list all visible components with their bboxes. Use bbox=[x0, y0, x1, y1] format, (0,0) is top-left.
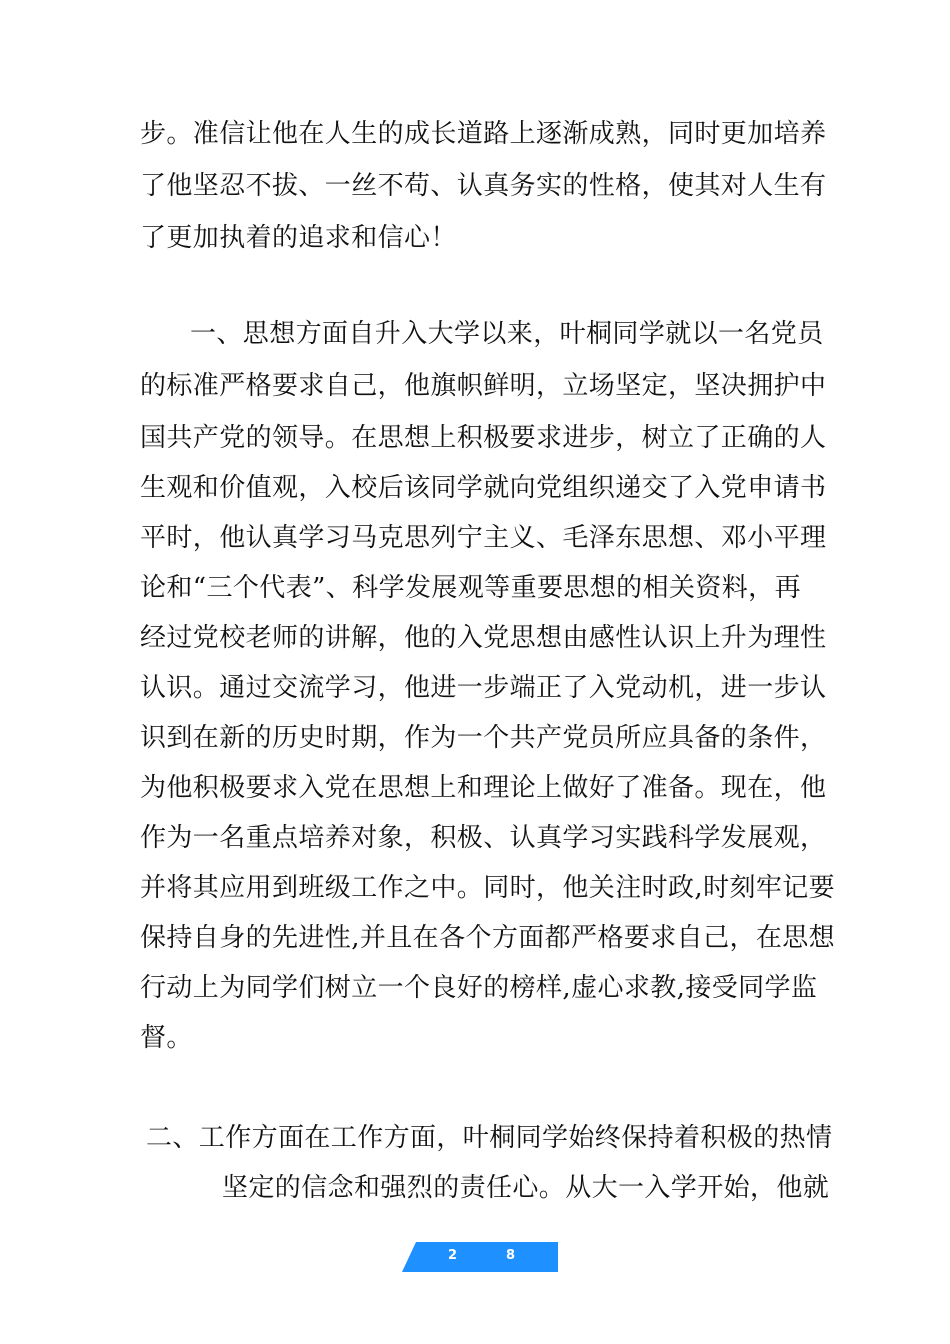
text-line: 经过党校老师的讲解，他的入党思想由感性认识上升为理性 bbox=[140, 623, 827, 653]
text-line: 了更加执着的追求和信心！ bbox=[140, 223, 457, 253]
text-line: 并将其应用到班级工作之中。同时，他关注时政,时刻牢记要 bbox=[140, 873, 836, 903]
text-line: 生观和价值观，入校后该同学就向党组织递交了入党申请书 bbox=[140, 473, 827, 503]
page-number-badge bbox=[402, 1242, 558, 1272]
text-line: 平时，他认真学习马克思列宁主义、毛泽东思想、邓小平理 bbox=[140, 523, 827, 553]
text-line: 作为一名重点培养对象，积极、认真学习实践科学发展观， bbox=[140, 823, 827, 853]
text-line: 步。准信让他在人生的成长道路上逐渐成熟，同时更加培养 bbox=[140, 119, 827, 149]
text-line: 行动上为同学们树立一个良好的榜样,虚心求教,接受同学监 bbox=[140, 973, 818, 1003]
text-line: 的标准严格要求自己，他旗帜鲜明，立场坚定，坚决拥护中 bbox=[140, 371, 827, 401]
text-line: 督。 bbox=[140, 1023, 193, 1053]
text-line: 坚定的信念和强烈的责任心。从大一入学开始，他就 bbox=[222, 1173, 830, 1203]
text-line: 识到在新的历史时期，作为一个共产党员所应具备的条件， bbox=[140, 723, 827, 753]
text-line: 认识。通过交流学习，他进一步端正了入党动机，进一步认 bbox=[140, 673, 827, 703]
page-number-digit: 8 bbox=[506, 1248, 516, 1263]
text-line: 国共产党的领导。在思想上积极要求进步，树立了正确的人 bbox=[140, 423, 827, 453]
text-line: 了他坚忍不拔、一丝不苟、认真务实的性格，使其对人生有 bbox=[140, 171, 827, 201]
text-line: 保持自身的先进性,并且在各个方面都严格要求自己，在思想 bbox=[140, 923, 836, 953]
text-line: 二、工作方面在工作方面，叶桐同学始终保持着积极的热情 bbox=[146, 1123, 833, 1153]
page-badge-shape bbox=[402, 1242, 558, 1272]
page-number-digit: 2 bbox=[448, 1248, 458, 1263]
text-line: 为他积极要求入党在思想上和理论上做好了准备。现在，他 bbox=[140, 773, 827, 803]
text-line: 一、思想方面自升入大学以来，叶桐同学就以一名党员 bbox=[190, 319, 824, 349]
text-line: 论和“三个代表”、科学发展观等重要思想的相关资料，再 bbox=[140, 573, 801, 603]
